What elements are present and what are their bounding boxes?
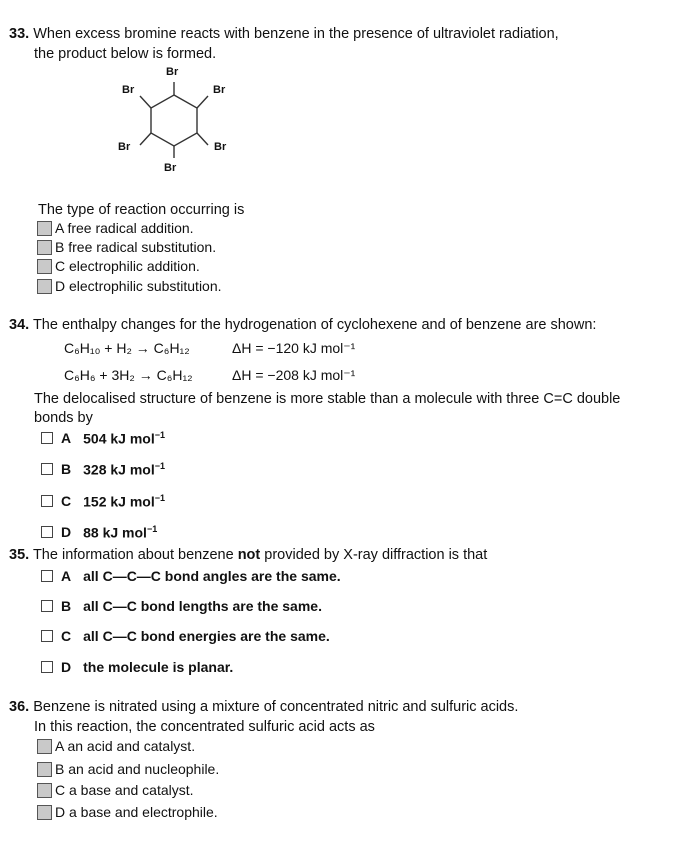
q33-option-d-text: D electrophilic substitution.	[55, 278, 222, 294]
q34-option-a-value-text: 504 kJ mol	[83, 430, 155, 447]
q35-option-c-letter: C	[61, 628, 72, 644]
answer-checkbox[interactable]	[37, 783, 52, 798]
q34-equation-2: C₆H₆ + 3H₂ → C₆H₁₂	[64, 367, 193, 383]
hexabromo-structure	[100, 66, 250, 176]
answer-checkbox[interactable]	[41, 600, 53, 612]
q35-option-d[interactable]	[41, 659, 233, 675]
answer-checkbox[interactable]	[37, 240, 52, 255]
answer-checkbox[interactable]	[41, 570, 53, 582]
br-label-lower-right: Br	[214, 141, 227, 153]
q34-option-b[interactable]	[41, 461, 165, 478]
q34-option-c[interactable]	[41, 493, 165, 510]
q35-option-b-letter: B	[61, 598, 72, 614]
q34-option-b-letter: B	[61, 461, 72, 478]
q34-option-c-sup: −1	[154, 493, 165, 503]
cyclohexane-ring	[151, 95, 197, 146]
q34-option-d-letter: D	[61, 524, 72, 541]
answer-checkbox[interactable]	[37, 279, 52, 294]
q34-option-b-value	[83, 461, 165, 478]
q35-option-d-letter: D	[61, 659, 72, 675]
q36-option-a-text: A an acid and catalyst.	[55, 738, 196, 754]
bond-lower-left	[140, 133, 151, 145]
q33-option-c[interactable]	[37, 258, 200, 274]
q34-enthalpy-1: ΔH = −120 kJ mol⁻¹	[232, 340, 356, 356]
q35-number: 35.	[9, 547, 30, 563]
answer-checkbox[interactable]	[37, 221, 52, 236]
br-label-upper-right: Br	[213, 84, 226, 96]
q34-option-c-value	[83, 493, 165, 510]
q36-option-a[interactable]	[37, 738, 195, 754]
bond-lower-right	[197, 133, 208, 145]
q36-line1	[9, 699, 518, 715]
q33-number: 33.	[9, 26, 30, 42]
q35-stem-pre: The information about benzene	[32, 547, 238, 563]
q33-option-a[interactable]	[37, 220, 194, 236]
ring-diagram	[100, 66, 250, 176]
q36-option-b-text: B an acid and nucleophile.	[55, 761, 220, 777]
q33-line1	[9, 26, 559, 42]
br-label-upper-left: Br	[122, 84, 135, 96]
q34-equation-1: C₆H₁₀ + H₂ → C₆H₁₂	[64, 340, 190, 356]
bond-upper-left	[140, 96, 151, 108]
q33-option-b[interactable]	[37, 239, 216, 255]
q34-option-b-sup: −1	[154, 461, 165, 471]
br-label-lower-left: Br	[118, 141, 131, 153]
q35-option-a-text: all C—C—C bond angles are the same.	[83, 568, 341, 584]
q34-enthalpy-2: ΔH = −208 kJ mol⁻¹	[232, 367, 356, 383]
q34-option-c-letter: C	[61, 493, 72, 510]
q36-option-c[interactable]	[37, 782, 194, 798]
answer-checkbox[interactable]	[37, 739, 52, 754]
q33-option-d[interactable]	[37, 278, 222, 294]
answer-checkbox[interactable]	[41, 526, 53, 538]
q35-option-b[interactable]	[41, 598, 322, 614]
answer-checkbox[interactable]	[41, 661, 53, 673]
q35-option-d-text: the molecule is planar.	[83, 659, 234, 675]
answer-checkbox[interactable]	[41, 463, 53, 475]
q36-option-d[interactable]	[37, 804, 218, 820]
q34-option-a-letter: A	[61, 430, 72, 447]
q35-option-a-letter: A	[61, 568, 72, 584]
q35-option-c[interactable]	[41, 628, 330, 644]
q33-option-a-text: A free radical addition.	[55, 220, 194, 236]
br-label-bottom: Br	[164, 162, 177, 174]
q34-option-a-value	[83, 430, 165, 447]
q33-prompt: The type of reaction occurring is	[38, 202, 245, 218]
q34-option-d[interactable]	[41, 524, 157, 541]
q35-stem-post: provided by X-ray diffraction is that	[260, 547, 488, 563]
q36-option-d-text: D a base and electrophile.	[55, 804, 218, 820]
q34-line1	[9, 317, 596, 333]
q35-option-b-text: all C—C bond lengths are the same.	[83, 598, 322, 614]
q34-option-d-value-text: 88 kJ mol	[83, 524, 147, 541]
q33-option-b-text: B free radical substitution.	[55, 239, 217, 255]
q34-text-1: The enthalpy changes for the hydrogenation of cyclohexene and of benzene are shown:	[32, 317, 597, 333]
q33-option-c-text: C electrophilic addition.	[55, 258, 200, 274]
q34-number: 34.	[9, 317, 30, 333]
answer-checkbox[interactable]	[41, 495, 53, 507]
answer-checkbox[interactable]	[37, 805, 52, 820]
q36-option-b[interactable]	[37, 761, 219, 777]
q36-number: 36.	[9, 699, 30, 715]
q35-option-a[interactable]	[41, 568, 341, 584]
bond-upper-right	[197, 96, 208, 108]
q35-option-c-text: all C—C bond energies are the same.	[83, 628, 330, 644]
br-label-top: Br	[166, 66, 179, 78]
q34-option-d-value	[83, 524, 157, 541]
q34-option-a-sup: −1	[154, 430, 165, 440]
q34-option-a[interactable]	[41, 430, 165, 447]
q35-stem	[9, 547, 487, 563]
q35-stem-bold: not	[237, 547, 261, 563]
q34-option-b-value-text: 328 kJ mol	[83, 461, 155, 478]
q36-line2: In this reaction, the concentrated sulfuric acid acts as	[34, 719, 375, 735]
q33-text-1: When excess bromine reacts with benzene in the presence of ultraviolet radiation,	[33, 26, 559, 42]
q34-line2: The delocalised structure of benzene is more stable than a molecule with three C=C double	[34, 391, 621, 407]
answer-checkbox[interactable]	[41, 630, 53, 642]
q36-text-1: Benzene is nitrated using a mixture of concentrated nitric and sulfuric acids.	[33, 699, 519, 715]
answer-checkbox[interactable]	[41, 432, 53, 444]
q33-line2: the product below is formed.	[34, 46, 217, 62]
answer-checkbox[interactable]	[37, 762, 52, 777]
q34-option-c-value-text: 152 kJ mol	[83, 493, 155, 510]
q34-line3: bonds by	[34, 410, 93, 426]
q34-option-d-sup: −1	[146, 524, 158, 534]
q36-option-c-text: C a base and catalyst.	[55, 782, 194, 798]
answer-checkbox[interactable]	[37, 259, 52, 274]
